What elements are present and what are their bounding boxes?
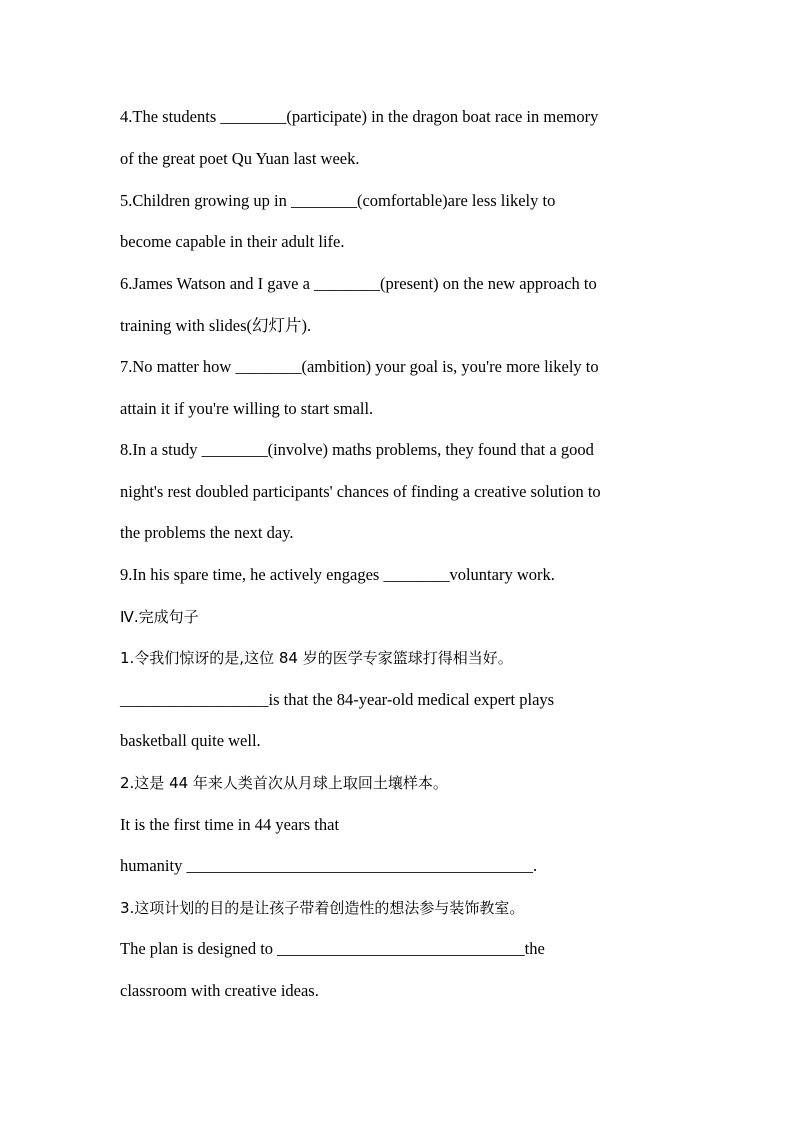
q7-line-1: 7.No matter how ________(ambition) your goal is, you're more likely to [120, 357, 599, 376]
q8-line-3: the problems the next day. [120, 523, 294, 542]
s1-line-2: basketball quite well. [120, 731, 261, 750]
s2-line-1: It is the first time in 44 years that [120, 815, 340, 834]
q6-line-2: training with slides(幻灯片). [120, 316, 312, 335]
q5-line-1: 5.Children growing up in ________(comfortable)are less likely to [120, 191, 556, 210]
s3-line-2: classroom with creative ideas. [120, 981, 319, 1000]
section-heading: Ⅳ.完成句子 [120, 608, 199, 626]
s1-line-1: __________________is that the 84-year-old medical expert plays [120, 690, 555, 709]
q8-line-1: 8.In a study ________(involve) maths problems, they found that a good [120, 440, 594, 459]
q8-line-2: night's rest doubled participants' chances of finding a creative solution to [120, 482, 601, 501]
q5-line-2: become capable in their adult life. [120, 232, 345, 251]
q6-line-1: 6.James Watson and I gave a ________(present) on the new approach to [120, 274, 597, 293]
s3-line-1: The plan is designed to ______________________________the [120, 939, 545, 958]
s3-chinese-prompt: 3.这项计划的目的是让孩子带着创造性的想法参与装饰教室。 [120, 899, 525, 917]
s2-line-2: humanity __________________________________________. [120, 856, 538, 875]
q4-line-2: of the great poet Qu Yuan last week. [120, 149, 360, 168]
q4-line-1: 4.The students ________(participate) in the dragon boat race in memory [120, 107, 599, 126]
q9-line-1: 9.In his spare time, he actively engages ________voluntary work. [120, 565, 555, 584]
q7-line-2: attain it if you're willing to start small. [120, 399, 374, 418]
s1-chinese-prompt: 1.令我们惊讶的是,这位 84 岁的医学专家篮球打得相当好。 [120, 649, 513, 667]
s2-chinese-prompt: 2.这是 44 年来人类首次从月球上取回土壤样本。 [120, 774, 448, 792]
